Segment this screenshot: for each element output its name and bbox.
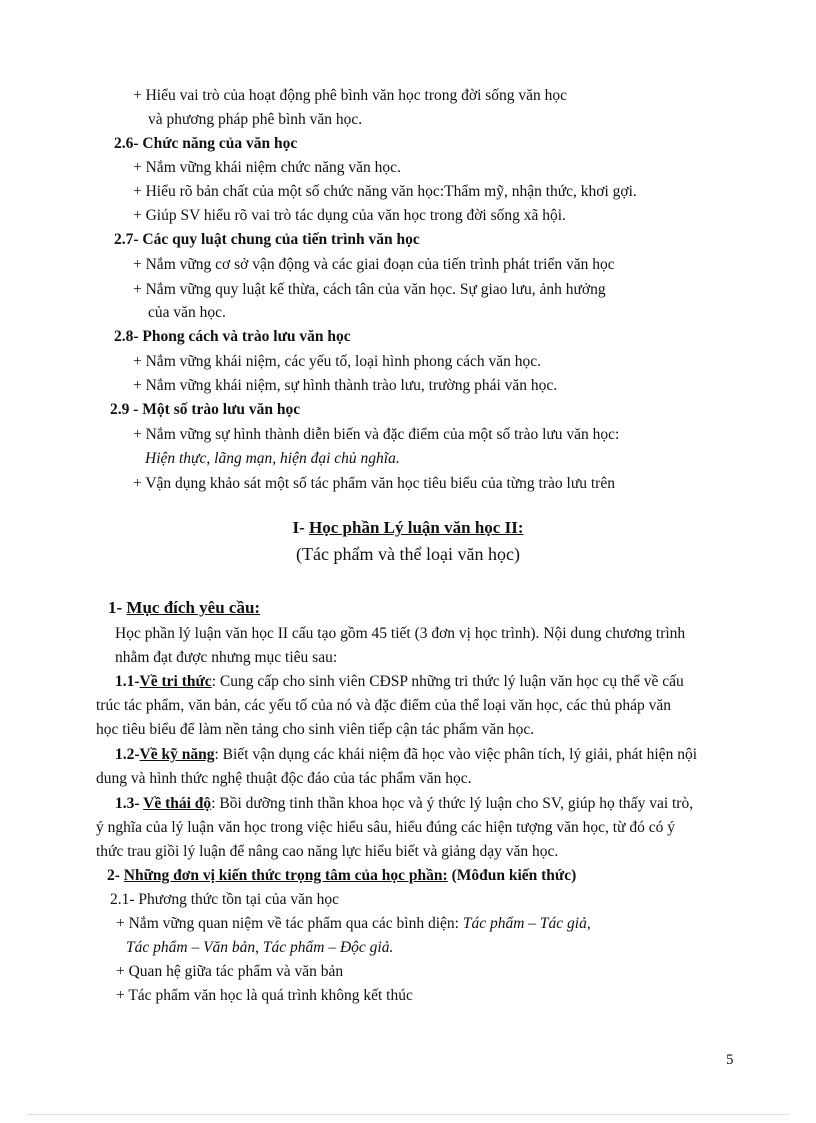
paragraph-line: học tiêu biểu để làm nền tảng cho sinh viên tiếp cận tác phẩm văn học. bbox=[96, 721, 535, 738]
section-title-1 bbox=[108, 598, 260, 618]
objective-label: Về thái độ bbox=[143, 795, 212, 812]
subsection-title-2-1: 2.1- Phương thức tồn tại của văn học bbox=[110, 891, 340, 908]
bullet-item-continuation: Tác phẩm – Văn bản, Tác phẩm – Độc giả. bbox=[126, 939, 394, 956]
objective-text: : Bồi dưỡng tinh thần khoa học và ý thức lý luận cho SV, giúp họ thấy vai trò, bbox=[211, 795, 694, 812]
bullet-item-continuation: và phương pháp phê bình văn học. bbox=[148, 111, 363, 128]
subsection-title-2-6: 2.6- Chức năng của văn học bbox=[114, 135, 298, 152]
bullet-item: + Quan hệ giữa tác phẩm và văn bản bbox=[116, 963, 344, 980]
heading-prefix: I- bbox=[292, 518, 310, 537]
objective-attitude bbox=[115, 794, 693, 814]
course-heading bbox=[0, 518, 816, 538]
objective-label: Về tri thức bbox=[139, 673, 212, 690]
subsection-title-2-7: 2.7- Các quy luật chung của tiến trình văn học bbox=[114, 231, 420, 248]
course-subtitle: (Tác phẩm và thể loại văn học) bbox=[296, 544, 520, 564]
bullet-item-continuation: của văn học. bbox=[148, 304, 226, 321]
objective-text: : Cung cấp cho sinh viên CĐSP những tri thức lý luận văn học cụ thể về cấu bbox=[211, 673, 684, 690]
subsection-title-2-9: 2.9 - Một số trào lưu văn học bbox=[110, 401, 301, 418]
objective-label: Về kỹ năng bbox=[139, 746, 215, 763]
section-label: Những đơn vị kiến thức trọng tâm của học phần: bbox=[123, 867, 448, 884]
bullet-text: + Nắm vững quan niệm về tác phẩm qua các bình diện: bbox=[116, 915, 463, 932]
paragraph-line: dung và hình thức nghệ thuật độc đáo của tác phẩm văn học. bbox=[96, 770, 472, 787]
objective-number: 1.2- bbox=[115, 746, 140, 763]
paragraph-line: ý nghĩa của lý luận văn học trong việc hiểu sâu, hiểu đúng các hiện tượng văn học, từ đó có ý bbox=[96, 819, 675, 836]
paragraph-line: thức trau giồi lý luận để nâng cao năng lực hiểu biết và giảng dạy văn học. bbox=[96, 843, 559, 860]
bullet-item-continuation: Hiện thực, lãng mạn, hiện đại chủ nghĩa. bbox=[145, 450, 400, 467]
paragraph-line: nhằm đạt được nhưng mục tiêu sau: bbox=[115, 649, 338, 666]
section-number: 1- bbox=[108, 598, 127, 617]
page-number: 5 bbox=[726, 1052, 734, 1068]
bullet-item: + Nắm vững cơ sở vận động và các giai đoạn của tiến trình phát triển văn học bbox=[133, 256, 615, 273]
bullet-item: + Nắm vững khái niệm, các yếu tố, loại hình phong cách văn học. bbox=[133, 353, 541, 370]
bullet-item: + Hiểu vai trò của hoạt động phê bình văn học trong đời sống văn học bbox=[133, 87, 568, 104]
bullet-item: + Tác phẩm văn học là quá trình không kết thúc bbox=[116, 987, 413, 1004]
bullet-item: + Vận dụng khảo sát một số tác phẩm văn học tiêu biểu của từng trào lưu trên bbox=[133, 475, 615, 492]
section-number: 2- bbox=[107, 867, 124, 884]
section-title-2 bbox=[107, 866, 576, 886]
bullet-item: + Nắm vững sự hình thành diễn biến và đặc điểm của một số trào lưu văn học: bbox=[133, 426, 620, 443]
bullet-item bbox=[116, 914, 591, 934]
bullet-item: + Giúp SV hiểu rõ vai trò tác dụng của văn học trong đời sống xã hội. bbox=[133, 207, 566, 224]
section-label-suffix: (Môđun kiến thức) bbox=[447, 867, 577, 884]
paragraph-line: Học phần lý luận văn học II cấu tạo gồm 45 tiết (3 đơn vị học trình). Nội dung chương trình bbox=[115, 625, 686, 642]
objective-number: 1.1- bbox=[115, 673, 140, 690]
objective-skills bbox=[115, 745, 697, 765]
bullet-item: + Nắm vững khái niệm, sự hình thành trào lưu, trường phái văn học. bbox=[133, 377, 558, 394]
bullet-item: + Nắm vững khái niệm chức năng văn học. bbox=[133, 159, 401, 176]
subsection-title-2-8: 2.8- Phong cách và trào lưu văn học bbox=[114, 328, 351, 345]
objective-number: 1.3- bbox=[115, 795, 144, 812]
footer-divider bbox=[28, 1114, 788, 1115]
bullet-item: + Hiểu rõ bản chất của một số chức năng văn học:Thẩm mỹ, nhận thức, khơi gợi. bbox=[133, 183, 637, 200]
objective-knowledge bbox=[115, 672, 684, 692]
objective-text: : Biết vận dụng các khái niệm đã học vào việc phân tích, lý giải, phát hiện nội bbox=[214, 746, 697, 763]
paragraph-line: trúc tác phẩm, văn bản, các yếu tố của nó và đặc điểm của thể loại văn học, các thủ pháp văn bbox=[96, 697, 671, 714]
bullet-italic: Tác phẩm – Tác giả, bbox=[462, 915, 591, 932]
heading-title: Học phần Lý luận văn học II: bbox=[309, 518, 524, 537]
section-label: Mục đích yêu cầu: bbox=[126, 598, 261, 617]
bullet-item: + Nắm vững quy luật kế thừa, cách tân của văn học. Sự giao lưu, ảnh hưởng bbox=[133, 281, 606, 298]
